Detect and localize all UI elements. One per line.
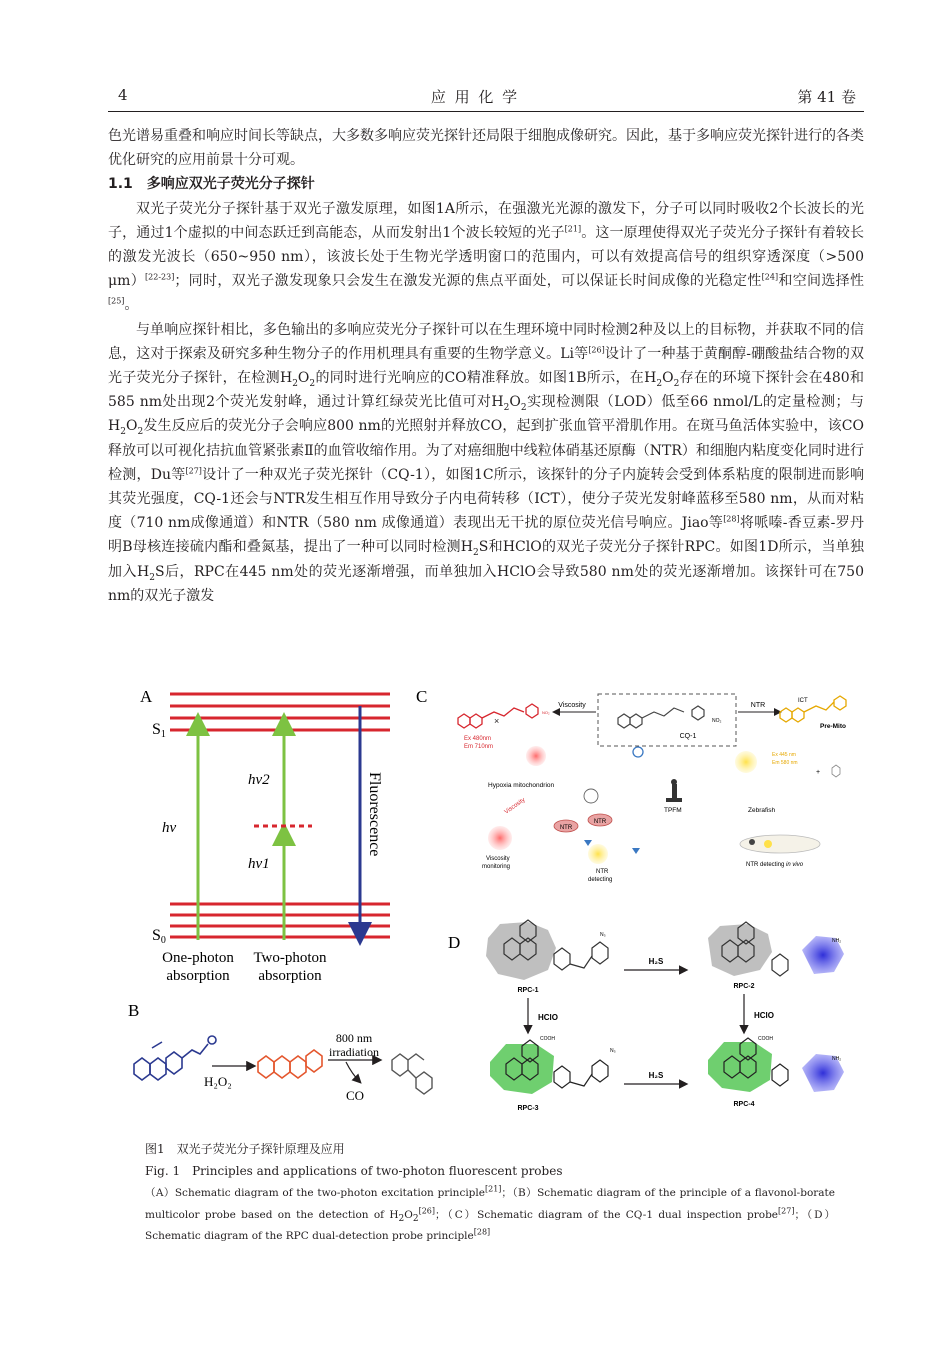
cq1-box [598,694,736,746]
irradiation-wavelength: 800 nm [335,1031,373,1045]
svg-text:TPFM: TPFM [664,807,682,814]
svg-text:monitoring: monitoring [482,864,511,870]
panel-d-label: D [448,933,461,952]
ntr-detect-spot [588,844,608,864]
reagent-label: H₂O₂ [204,1074,232,1089]
svg-text:×: × [494,716,500,726]
yellow-emission-spot [735,751,757,773]
volume-label: 第 41 卷 [797,88,856,106]
citation[interactable]: [24] [761,272,779,282]
ntr-enzymes [554,814,612,832]
paragraph-2: 与单响应探针相比，多色输出的多响应荧光分子探针可以在生理环境中同时检测2种及以上的目标物，并获取不同的信息，这对于探索及研究多种生物分子的作用机理具有重要的生物学意义。Li等[26]设计了一种基于黄酮醇-硼酸盐结合物的双光子荧光分子探针，在检测$H_2O_2$的同时进行光响应的CO精准释放。如图1B所示，在$H_2O_2$存在的环境下探针会在480和585 nm处出现2个荧光发射峰，通过计算红绿荧光比值可对$H_2O_2$实现检测限（LOD）低至66 nmol/L的定量检测；与$H_2O_2$发生反应后的荧光分子会响应800 nm的光照射并释放CO，起到扩张血管平滑肌作用。在斑马鱼活体实验中，该CO释放可以可视化拮抗血管紧张素Ⅱ的血管收缩作用。为了对癌细胞中线粒体硝基还原酶（NTR）和细胞内粘度变化同时进行检测，Du等[27]设计了一种双光子荧光探针（CQ-1），如图1C所示，该探针的分子内旋转会受到体系粘度的限制进而影响其荧光强度，CQ-1还会与NTR发生相互作用导致分子内电荷转移（ICT），使分子荧光发射峰蓝移至580 nm，从而对粘度（710 nm成像通道）和NTR（580 nm 成像通道）表现出无干扰的原位荧光信号响应。Jiao等[28]将哌嗪-香豆素-罗丹明B母核连接硫内酯和叠氮基，提出了一种可以同时检测$H_2S$和HClO的双光子荧光分子探针RPC。如图1D所示，当单独加入$H_2S$后，RPC在445 nm处的荧光逐渐增强，而单独加入HClO会导致580 nm处的荧光逐渐增加。该探针可在750 nm的双光子激发 [108,321,864,604]
two-photon-label: Two-photon [253,950,327,966]
svg-text:Ex 480nm: Ex 480nm [464,736,492,742]
caption-zh: 图1 双光子荧光分子探针原理及应用 [145,1142,345,1156]
panel-b-label: B [128,1001,140,1020]
svg-text:absorption: absorption [166,968,230,984]
red-emission-spot [526,746,546,766]
flavonol-structure [258,1050,322,1078]
svg-text:NTR detecting in vivo: NTR detecting in vivo [746,862,804,868]
panel-c [416,687,846,883]
pre-mito-label: Pre-Mito [820,723,846,730]
caption-en: Fig. 1 Principles and applications of two-photon fluorescent probes [145,1164,563,1178]
svg-text:NH₂: NH₂ [832,938,842,944]
hclo-label-left: HClO [538,1013,558,1022]
one-photon-label: One-photon [162,950,234,966]
svg-text:RPC-4: RPC-4 [733,1101,755,1108]
svg-text:RPC-2: RPC-2 [733,983,755,990]
svg-text:Viscosity: Viscosity [503,797,527,816]
citation[interactable]: [21] [564,224,582,234]
hv2-label: hv2 [248,772,270,788]
s1-levels [170,694,390,730]
svg-text:COOH: COOH [540,1036,555,1042]
h2s-label-top: H₂S [648,957,664,966]
panel-d [448,920,844,1112]
zebrafish-label: Zebrafish [748,807,776,814]
fluorescence-label: Fluorescence [366,772,383,857]
paragraph-0: 色光谱易重叠和响应时间长等缺点，大多数多响应荧光探针还局限于细胞成像研究。因此，基于多响应荧光探针进行的各类优化研究的应用前景十分可观。 [108,128,864,169]
ntr-arrow-label: NTR [750,702,766,709]
rpc-3-structure [490,1040,608,1094]
panel-c-label: C [416,687,428,706]
body-text [108,124,864,608]
microscope-icon [666,779,682,802]
svg-text:NTR: NTR [593,819,607,825]
header-rule [108,111,864,112]
svg-text:NTR: NTR [559,825,573,831]
nitro-group: NO₂ [712,718,722,724]
ict-label: ICT [798,698,808,704]
citation[interactable]: [26] [418,1206,436,1215]
svg-text:Viscosity: Viscosity [486,856,510,862]
svg-text:RPC-3: RPC-3 [517,1105,539,1112]
viscosity-arrow-label: Viscosity [558,702,586,709]
svg-text:irradiation: irradiation [329,1045,379,1059]
svg-text:Em 710nm: Em 710nm [464,744,494,750]
s1-label: S1 [152,721,166,740]
hypoxia-label: Hypoxia mitochondrion [488,782,555,789]
svg-text:N₃: N₃ [600,932,606,938]
svg-text:NH₂: NH₂ [832,1056,842,1062]
svg-text:Ex 445 nm: Ex 445 nm [772,752,796,758]
citation[interactable]: [21] [484,1184,502,1194]
journal-name: 应 用 化 学 [430,88,520,106]
rpc-2-structure [708,922,844,976]
panel-b [128,1001,432,1103]
citation[interactable]: [25] [108,296,125,306]
citation[interactable]: [28] [473,1227,491,1237]
citation[interactable]: [27] [185,466,202,476]
svg-text:CQ-1: CQ-1 [679,733,697,740]
product-structure [392,1054,432,1094]
svg-text:+: + [816,769,821,776]
s0-label: S0 [152,927,166,946]
svg-text:NTR: NTR [596,869,609,875]
hv1-label: hv1 [248,856,270,872]
svg-text:RPC-1: RPC-1 [517,987,539,994]
svg-text:N₃: N₃ [610,1048,616,1054]
citation[interactable]: [27] [778,1206,795,1215]
rpc-4-structure [708,1038,844,1092]
svg-text:absorption: absorption [258,968,322,984]
citation[interactable]: [28] [723,514,740,524]
paragraph-1: 双光子荧光分子探针基于双光子激发原理，如图1A所示，在强激光光源的激发下，分子可以同时吸收2个长波长的光子，通过1个虚拟的中间态跃迁到高能态，从而发射出1个波长较短的光子[21]。这一原理使得双光子荧光分子探针有着较长的激发光波长（650~950 nm），该波长处于生物光学透明窗口的范围内，可以有效提高信号的组织穿透深度（>500 μm）[22-23]；同时，双光子激发现象只会发生在激发光源的焦点平面处，可以保证长时间成像的光稳定性[24]和空间选择性[25]。 [108,200,865,314]
figure-1 [108,672,848,1122]
panel-a [140,687,390,984]
co-label: CO [346,1088,365,1103]
svg-text:detecting: detecting [588,877,613,883]
panel-a-label: A [140,687,153,706]
section-title: 1.1 多响应双光子荧光分子探针 [108,176,315,193]
hclo-label-right: HClO [754,1011,774,1020]
s0-levels [170,904,390,937]
pre-mito-structure [780,696,846,722]
svg-text:Em 580 nm: Em 580 nm [772,760,798,766]
svg-text:COOH: COOH [758,1036,773,1042]
page-number: 4 [118,86,128,104]
h2s-label-bottom: H₂S [648,1071,664,1080]
rpc-1-structure [486,920,608,980]
citation[interactable]: [22-23] [145,272,175,282]
hv-label: hv [162,820,177,836]
caption-detail: （A）Schematic diagram of the two-photon excitation principle[21]；（B）Schematic diagram of the principle of a flavonol-borate multicolor probe based on the detection of H2O2[26]；（C）Schematic diagram of the CQ-1 dual inspection probe[27]；（D）Schematic diagram of the RPC dual-detection probe principle[28] [145,1184,835,1242]
viscosity-monitor-spot [488,826,512,850]
zebrafish-image [740,835,820,853]
citation[interactable]: [26] [588,345,605,355]
svg-text:NO₂: NO₂ [542,710,550,715]
light-spot [633,747,643,757]
